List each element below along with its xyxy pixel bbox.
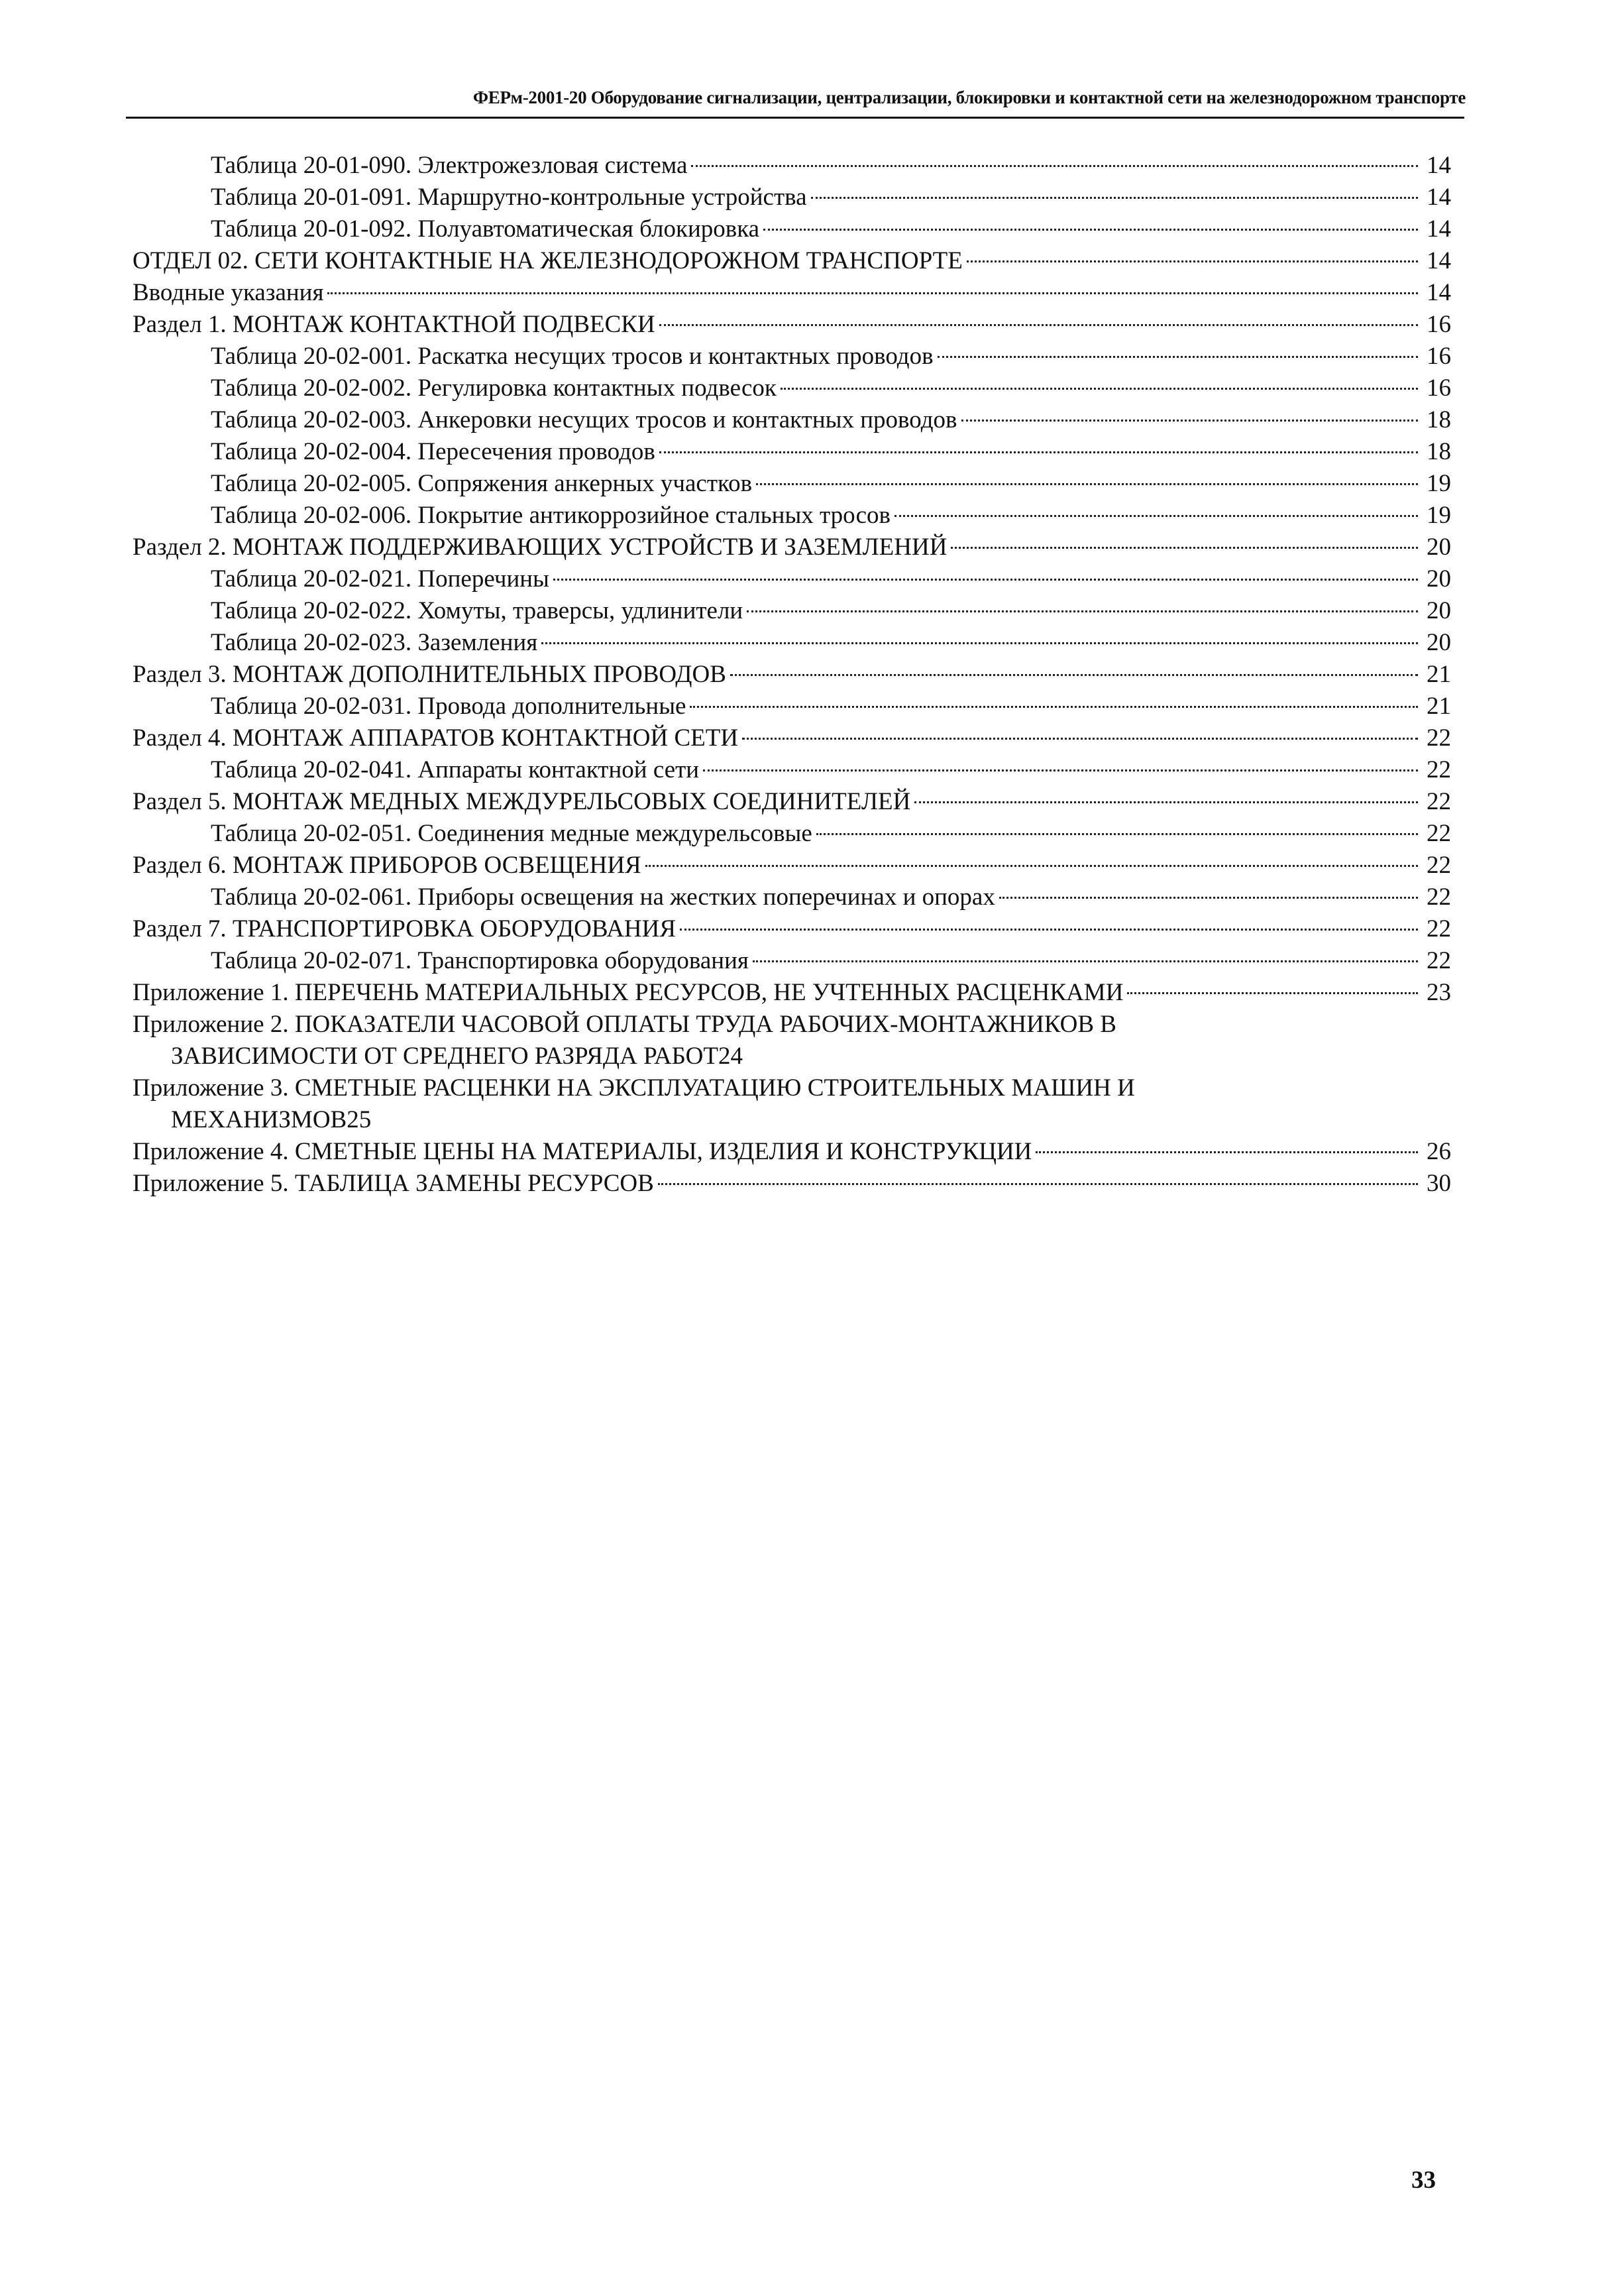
toc-entry-page: 14 bbox=[1427, 279, 1451, 306]
toc-entry-title: Таблица 20-02-022. Хомуты, траверсы, удлинители bbox=[211, 597, 743, 624]
toc-entry-page: 18 bbox=[1427, 438, 1451, 465]
toc-entry-page: 22 bbox=[1427, 724, 1451, 752]
toc-entry-page: 20 bbox=[1427, 565, 1451, 593]
dot-leader bbox=[691, 165, 1418, 167]
toc-entry-page: 14 bbox=[1427, 152, 1451, 179]
toc-entry-title: Приложение 2. ПОКАЗАТЕЛИ ЧАСОВОЙ ОПЛАТЫ ТРУДА РАБОЧИХ-МОНТАЖНИКОВ В bbox=[133, 1011, 1116, 1038]
dot-leader bbox=[816, 833, 1418, 835]
toc-entry[interactable] bbox=[133, 627, 1451, 659]
toc-entry-title: Таблица 20-02-006. Покрытие антикоррозийное стальных тросов bbox=[211, 502, 891, 529]
toc-entry-title: Приложение 1. ПЕРЕЧЕНЬ МАТЕРИАЛЬНЫХ РЕСУРСОВ, НЕ УЧТЕННЫХ РАСЦЕНКАМИ bbox=[133, 979, 1124, 1006]
toc-entry[interactable] bbox=[133, 532, 1451, 563]
toc-entry-page: 16 bbox=[1427, 343, 1451, 370]
toc-entry[interactable] bbox=[133, 309, 1451, 341]
toc-entry-page: 22 bbox=[1427, 883, 1451, 911]
toc-entry-title: Приложение 4. СМЕТНЫЕ ЦЕНЫ НА МАТЕРИАЛЫ, ИЗДЕЛИЯ И КОНСТРУКЦИИ bbox=[133, 1138, 1032, 1165]
toc-entry-title: Приложение 3. СМЕТНЫЕ РАСЦЕНКИ НА ЭКСПЛУАТАЦИЮ СТРОИТЕЛЬНЫХ МАШИН И bbox=[133, 1074, 1135, 1102]
toc-entry[interactable] bbox=[133, 913, 1451, 945]
toc-entry-page: 22 bbox=[1427, 947, 1451, 974]
toc-entry-page: 14 bbox=[1427, 184, 1451, 211]
dot-leader bbox=[658, 1183, 1418, 1185]
toc-entry[interactable] bbox=[133, 468, 1451, 500]
toc-entry[interactable] bbox=[133, 818, 1451, 850]
dot-leader bbox=[553, 579, 1418, 581]
dot-leader bbox=[703, 769, 1418, 771]
toc-entry-page: 19 bbox=[1427, 502, 1451, 529]
toc-entry[interactable] bbox=[133, 850, 1451, 882]
toc-entry-title: Таблица 20-02-061. Приборы освещения на жестких поперечинах и опорах bbox=[211, 883, 995, 911]
toc-entry-title: Таблица 20-02-003. Анкеровки несущих тросов и контактных проводов bbox=[211, 406, 957, 433]
toc-entry[interactable] bbox=[133, 245, 1451, 277]
toc-entry[interactable] bbox=[133, 150, 1451, 182]
dot-leader bbox=[951, 547, 1418, 549]
toc-entry-title: Таблица 20-02-031. Провода дополнительные bbox=[211, 693, 686, 720]
toc-entry-title: Таблица 20-02-051. Соединения медные междурельсовые bbox=[211, 820, 812, 847]
toc-entry[interactable] bbox=[133, 1168, 1451, 1200]
toc-entry[interactable] bbox=[133, 595, 1451, 627]
toc-entry-title: Раздел 5. МОНТАЖ МЕДНЫХ МЕЖДУРЕЛЬСОВЫХ СОЕДИНИТЕЛЕЙ bbox=[133, 788, 911, 815]
dot-leader bbox=[967, 260, 1418, 262]
toc-entry[interactable] bbox=[133, 341, 1451, 372]
toc-entry[interactable] bbox=[133, 1136, 1451, 1168]
toc-entry[interactable] bbox=[133, 882, 1451, 913]
dot-leader bbox=[747, 610, 1418, 612]
toc-entry[interactable] bbox=[133, 754, 1451, 786]
dot-leader bbox=[1036, 1151, 1418, 1153]
dot-leader bbox=[659, 324, 1418, 326]
dot-leader bbox=[811, 197, 1418, 199]
toc-entry-page: 19 bbox=[1427, 470, 1451, 497]
toc-entry[interactable] bbox=[133, 182, 1451, 213]
toc-entry-page: 20 bbox=[1427, 597, 1451, 624]
toc-entry[interactable] bbox=[133, 786, 1451, 818]
toc-entry-page: 14 bbox=[1427, 215, 1451, 243]
dot-leader bbox=[781, 388, 1418, 390]
toc-entry-title: Таблица 20-02-004. Пересечения проводов bbox=[211, 438, 655, 465]
toc-entry-title: Раздел 7. ТРАНСПОРТИРОВКА ОБОРУДОВАНИЯ bbox=[133, 915, 677, 942]
toc-entry-page: 26 bbox=[1427, 1138, 1451, 1165]
toc-entry-title: Приложение 5. ТАБЛИЦА ЗАМЕНЫ РЕСУРСОВ bbox=[133, 1170, 654, 1197]
toc-entry-page: 21 bbox=[1427, 661, 1451, 688]
header-rule bbox=[126, 117, 1464, 119]
dot-leader bbox=[659, 451, 1418, 453]
toc-entry-title: Раздел 4. МОНТАЖ АППАРАТОВ КОНТАКТНОЙ СЕТИ bbox=[133, 724, 739, 752]
toc-entry-title: Таблица 20-02-071. Транспортировка оборудования bbox=[211, 947, 749, 974]
toc-entry[interactable] bbox=[133, 372, 1451, 404]
toc-entry-title: Таблица 20-02-041. Аппараты контактной сети bbox=[211, 756, 700, 783]
toc-entry[interactable] bbox=[133, 1009, 1451, 1072]
dot-leader bbox=[938, 356, 1418, 358]
dot-leader bbox=[690, 706, 1418, 708]
toc-entry-page: 24 bbox=[718, 1043, 743, 1070]
toc-entry-title: Раздел 1. МОНТАЖ КОНТАКТНОЙ ПОДВЕСКИ bbox=[133, 311, 655, 338]
dot-leader bbox=[680, 929, 1418, 931]
toc-entry-title: Таблица 20-02-002. Регулировка контактных подвесок bbox=[211, 374, 777, 402]
toc-entry[interactable] bbox=[133, 1072, 1451, 1136]
toc-entry-page: 22 bbox=[1427, 820, 1451, 847]
toc-entry-page: 22 bbox=[1427, 852, 1451, 879]
dot-leader bbox=[541, 642, 1418, 644]
dot-leader bbox=[1127, 992, 1418, 994]
toc-entry-page: 21 bbox=[1427, 693, 1451, 720]
toc-entry-page: 18 bbox=[1427, 406, 1451, 433]
dot-leader bbox=[753, 960, 1418, 962]
toc-entry-title: Таблица 20-02-001. Раскатка несущих тросов и контактных проводов bbox=[211, 343, 934, 370]
dot-leader bbox=[742, 738, 1418, 740]
dot-leader bbox=[914, 801, 1418, 803]
table-of-contents bbox=[133, 150, 1451, 1200]
toc-entry-title: Таблица 20-02-021. Поперечины bbox=[211, 565, 549, 593]
running-header: ФЕРм-2001-20 Оборудование сигнализации, централизации, блокировки и контактной сети на железнодорожном транспорте bbox=[472, 87, 1466, 107]
toc-entry[interactable] bbox=[133, 977, 1451, 1009]
toc-entry[interactable] bbox=[133, 213, 1451, 245]
toc-entry-page: 14 bbox=[1427, 247, 1451, 274]
dot-leader bbox=[961, 420, 1419, 422]
toc-entry[interactable] bbox=[133, 945, 1451, 977]
toc-entry[interactable] bbox=[133, 436, 1451, 468]
toc-entry[interactable] bbox=[133, 659, 1451, 691]
toc-entry-page: 20 bbox=[1427, 534, 1451, 561]
toc-entry[interactable] bbox=[133, 563, 1451, 595]
toc-entry-page: 30 bbox=[1427, 1170, 1451, 1197]
dot-leader bbox=[763, 229, 1418, 231]
toc-entry-title-continued: ЗАВИСИМОСТИ ОТ СРЕДНЕГО РАЗРЯДА РАБОТ bbox=[171, 1043, 718, 1070]
toc-entry[interactable] bbox=[133, 277, 1451, 309]
toc-entry-page: 22 bbox=[1427, 788, 1451, 815]
dot-leader bbox=[645, 865, 1418, 867]
toc-entry-title: Раздел 3. МОНТАЖ ДОПОЛНИТЕЛЬНЫХ ПРОВОДОВ bbox=[133, 661, 726, 688]
toc-entry-title: Раздел 6. МОНТАЖ ПРИБОРОВ ОСВЕЩЕНИЯ bbox=[133, 852, 641, 879]
dot-leader bbox=[730, 674, 1418, 676]
toc-entry-title: Таблица 20-02-023. Заземления bbox=[211, 629, 538, 656]
dot-leader bbox=[756, 483, 1418, 485]
toc-entry[interactable] bbox=[133, 691, 1451, 722]
toc-entry-page: 25 bbox=[347, 1106, 372, 1133]
toc-entry-page: 20 bbox=[1427, 629, 1451, 656]
dot-leader bbox=[999, 897, 1418, 899]
dot-leader bbox=[894, 515, 1418, 517]
toc-entry[interactable] bbox=[133, 404, 1451, 436]
toc-entry-title: ОТДЕЛ 02. СЕТИ КОНТАКТНЫЕ НА ЖЕЛЕЗНОДОРОЖНОМ ТРАНСПОРТЕ bbox=[133, 247, 963, 274]
toc-entry-title: Таблица 20-02-005. Сопряжения анкерных участков bbox=[211, 470, 753, 497]
toc-entry[interactable] bbox=[133, 722, 1451, 754]
toc-entry-page: 23 bbox=[1427, 979, 1451, 1006]
toc-entry-page: 22 bbox=[1427, 915, 1451, 942]
toc-entry-title: Вводные указания bbox=[133, 279, 324, 306]
page-number: 33 bbox=[1411, 2167, 1436, 2194]
dot-leader bbox=[327, 292, 1418, 294]
toc-entry-title-continued: МЕХАНИЗМОВ bbox=[171, 1106, 347, 1133]
toc-entry-title: Таблица 20-01-092. Полуавтоматическая блокировка bbox=[211, 215, 760, 243]
toc-entry-page: 22 bbox=[1427, 756, 1451, 783]
toc-entry-title: Таблица 20-01-091. Маршрутно-контрольные устройства bbox=[211, 184, 807, 211]
toc-entry-title: Раздел 2. МОНТАЖ ПОДДЕРЖИВАЮЩИХ УСТРОЙСТВ И ЗАЗЕМЛЕНИЙ bbox=[133, 534, 947, 561]
toc-entry-page: 16 bbox=[1427, 374, 1451, 402]
toc-entry[interactable] bbox=[133, 500, 1451, 532]
toc-entry-page: 16 bbox=[1427, 311, 1451, 338]
toc-entry-title: Таблица 20-01-090. Электрожезловая система bbox=[211, 152, 688, 179]
